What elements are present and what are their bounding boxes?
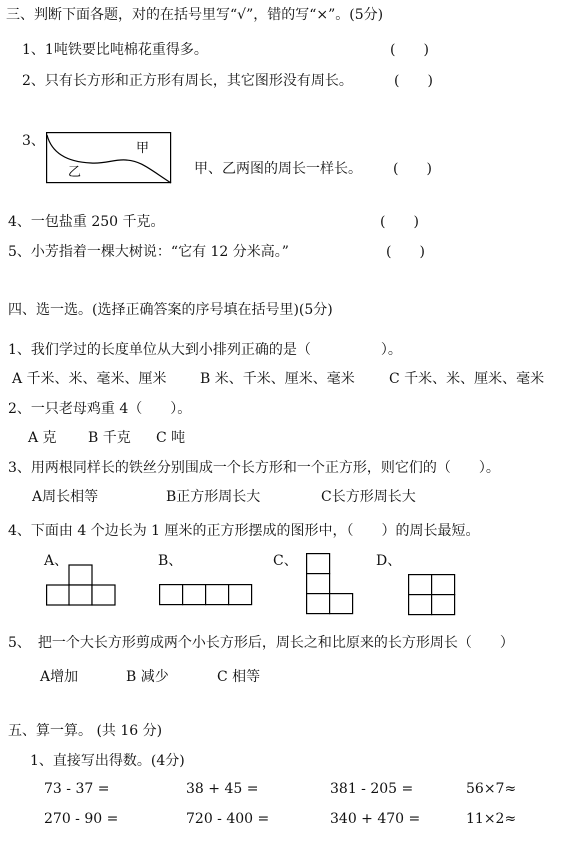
s4-q2-option-a: A 克 bbox=[28, 430, 57, 446]
s4-q3-option-b: B正方形周长大 bbox=[166, 489, 261, 505]
s5-calc-r2c2: 720 - 400 = bbox=[186, 811, 270, 827]
s3-item3-figure bbox=[46, 132, 172, 184]
s5-calc-r2c4: 11×2≈ bbox=[466, 811, 517, 827]
s5-calc-r2c1: 270 - 90 = bbox=[44, 811, 119, 827]
s4-q1-option-b: B 米、千米、厘米、毫米 bbox=[200, 371, 355, 387]
s3-item3-answer-blank[interactable]: ( ) bbox=[393, 161, 432, 177]
s4-q5-text: 5、 把一个大长方形剪成两个小长方形后，周长之和比原来的长方形周长（ ） bbox=[8, 635, 514, 651]
s4-q3-option-c: C长方形周长大 bbox=[321, 489, 416, 505]
s4-q5-option-b: B 减少 bbox=[126, 669, 169, 685]
s4-q5-option-a: A增加 bbox=[40, 669, 79, 685]
s5-calc-r1c2: 38 + 45 = bbox=[186, 781, 259, 797]
s4-q2-text: 2、一只老母鸡重 4（ ）。 bbox=[8, 401, 192, 417]
s4-q4-figure-b bbox=[159, 584, 253, 606]
s4-q4-figure-c bbox=[306, 553, 354, 615]
s3-item3-text: 甲、乙两图的周长一样长。 bbox=[194, 161, 362, 177]
s5-sub1-title: 1、直接写出得数。(4分) bbox=[30, 753, 185, 769]
s4-q2-option-c: C 吨 bbox=[156, 430, 186, 446]
s4-q3-text: 3、用两根同样长的铁丝分别围成一个长方形和一个正方形，则它们的（ ）。 bbox=[8, 460, 500, 476]
s4-q4-label-c: C、 bbox=[273, 553, 298, 569]
s3-item2-answer-blank[interactable]: ( ) bbox=[394, 73, 433, 89]
s4-q3-option-a: A周长相等 bbox=[32, 489, 99, 505]
s4-q4-figure-d bbox=[408, 574, 456, 616]
s3-item1-text: 1、1吨铁要比吨棉花重得多。 bbox=[22, 42, 208, 58]
s3-item5-text: 5、小芳指着一棵大树说：“它有 12 分米高。” bbox=[8, 244, 289, 260]
s3-item1-answer-blank[interactable]: ( ) bbox=[390, 42, 429, 58]
figure-label-yi: 乙 bbox=[68, 165, 82, 180]
s4-q4-figure-a bbox=[46, 564, 118, 606]
s4-q4-label-a: A、 bbox=[44, 553, 69, 569]
s4-q1-text: 1、我们学过的长度单位从大到小排列正确的是（ ）。 bbox=[8, 342, 402, 358]
s3-item4-text: 4、一包盐重 250 千克。 bbox=[8, 214, 165, 230]
s4-q5-option-c: C 相等 bbox=[217, 669, 261, 685]
figure-label-jia: 甲 bbox=[136, 141, 150, 156]
s3-item2-text: 2、只有长方形和正方形有周长，其它图形没有周长。 bbox=[22, 73, 353, 89]
s3-item5-answer-blank[interactable]: ( ) bbox=[386, 244, 425, 260]
s4-q1-option-c: C 千米、米、厘米、毫米 bbox=[389, 371, 545, 387]
section4-title: 四、选一选。(选择正确答案的序号填在括号里)(5分) bbox=[8, 302, 333, 318]
s4-q4-text: 4、下面由 4 个边长为 1 厘米的正方形摆成的图形中，（ ）的周长最短。 bbox=[8, 523, 480, 539]
s5-calc-r1c1: 73 - 37 = bbox=[44, 781, 110, 797]
section5-title: 五、算一算。 (共 16 分) bbox=[8, 723, 163, 739]
s4-q1-option-a: A 千米、米、毫米、厘米 bbox=[12, 371, 167, 387]
section3-title: 三、判断下面各题，对的在括号里写“√”，错的写“×”。(5分) bbox=[6, 7, 384, 23]
s3-item4-answer-blank[interactable]: ( ) bbox=[380, 214, 419, 230]
s5-calc-r1c3: 381 - 205 = bbox=[330, 781, 414, 797]
s4-q2-option-b: B 千克 bbox=[88, 430, 131, 446]
s5-calc-r1c4: 56×7≈ bbox=[466, 781, 517, 797]
s4-q4-label-d: D、 bbox=[376, 553, 402, 569]
s5-calc-r2c3: 340 + 470 = bbox=[330, 811, 421, 827]
s4-q4-label-b: B、 bbox=[158, 553, 183, 569]
s3-item3-number: 3、 bbox=[22, 133, 45, 149]
